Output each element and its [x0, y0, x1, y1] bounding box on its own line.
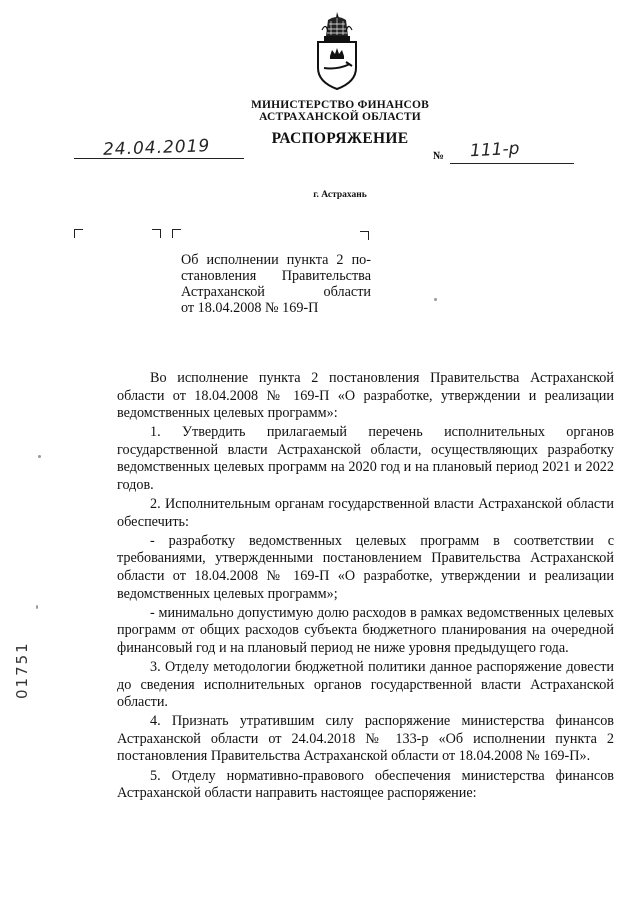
corner-mark-top-left	[172, 229, 181, 238]
body-paragraph: - разработку ведомственных целевых программ в соответствии с требованиями, утвержденными постановлением Правительства Астраханской области от 18.04.2008 № 169-П «О разработке, утверждении и реализации ведомственных целевых программ»;	[117, 532, 614, 602]
corner-mark-top-right	[360, 231, 369, 240]
document-type-title: РАСПОРЯЖЕНИЕ	[271, 130, 409, 147]
scan-speck	[434, 298, 437, 301]
coat-of-arms-emblem	[312, 10, 362, 92]
city-name: г. Астрахань	[313, 190, 367, 200]
body-paragraph: 1. Утвердить прилагаемый перечень исполнительных органов государственной власти Астраханской области, осуществляющих разработку ведомственных целевых программ на 2020 год и на плановый период 2021 и 2022 годов.	[117, 424, 614, 494]
ministry-name-line1: МИНИСТЕРСТВО ФИНАНСОВ	[250, 99, 430, 111]
body-paragraph: 2. Исполнительным органам государственной власти Астраханской области обеспечить:	[117, 496, 614, 530]
ministry-name-line2: АСТРАХАНСКОЙ ОБЛАСТИ	[259, 111, 421, 123]
margin-registration-stamp: 01751	[13, 641, 31, 699]
ministry-name	[200, 99, 480, 123]
handwritten-number: 111-р	[469, 138, 520, 162]
document-body	[117, 370, 614, 804]
body-paragraph: 4. Признать утратившим силу распоряжение министерства финансов Астраханской области от 24.04.2018 № 133-р «Об исполнении пункта 2 постановления Правительства Астраханской области от 18.04.2008 № 169-П».	[117, 713, 614, 765]
subject-line: Астраханской области	[181, 284, 371, 300]
corner-mark-top-left	[74, 229, 83, 238]
handwritten-date: 24.04.2019	[102, 136, 211, 160]
subject-line: от 18.04.2008 № 169-П	[181, 300, 319, 316]
subject-line: становления Правительства	[181, 268, 371, 284]
body-paragraph: Во исполнение пункта 2 постановления Правительства Астраханской области от 18.04.2008 № 169-П «О разработке, утверждении и реализации ведомственных целевых программ»:	[117, 370, 614, 422]
body-paragraph: - минимально допустимую долю расходов в рамках ведомственных целевых программ от общих расходов субъекта бюджетного планирования на очередной финансовый год и на плановый период не ниже уровня предыдущего года.	[117, 604, 614, 656]
document-subject	[181, 252, 371, 316]
date-underline	[74, 158, 244, 159]
scan-speck	[38, 455, 41, 458]
scan-speck	[36, 605, 38, 609]
number-sign: №	[433, 150, 445, 162]
body-paragraph: 5. Отделу нормативно-правового обеспечения министерства финансов Астраханской области направить настоящее распоряжение:	[117, 767, 614, 802]
body-paragraph: 3. Отделу методологии бюджетной политики данное распоряжение довести до сведения исполнительных органов государственной власти Астраханской области.	[117, 659, 614, 711]
number-underline	[450, 163, 574, 164]
subject-line: Об исполнении пункта 2 по-	[181, 252, 371, 268]
corner-mark-top-right	[152, 229, 161, 238]
